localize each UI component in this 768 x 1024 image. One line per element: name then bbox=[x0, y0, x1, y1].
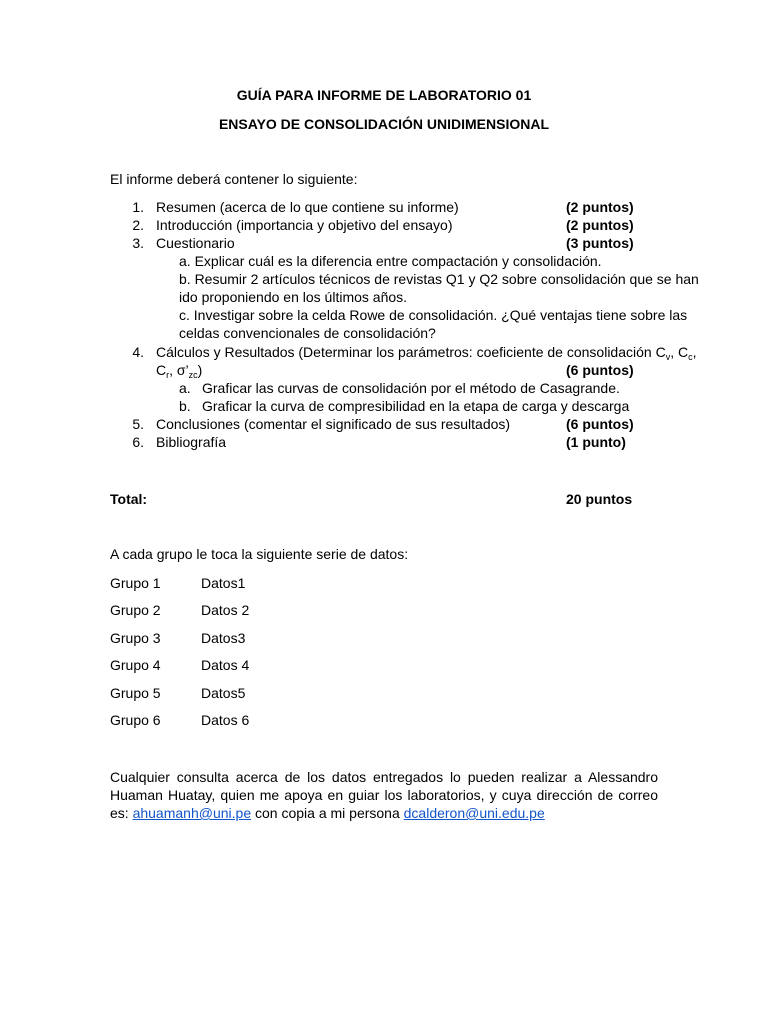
item-number: 2. bbox=[132, 217, 144, 233]
calculos-label: a. bbox=[179, 380, 191, 396]
item-points: (2 puntos) bbox=[566, 217, 634, 233]
item-text-line1: Cálculos y Resultados (Determinar los parámetros: coeficiente de consolidación $C_v$, $C_c$, bbox=[156, 344, 697, 362]
intro-text: El informe deberá contener lo siguiente: bbox=[110, 171, 358, 187]
document-title: GUÍA PARA INFORME DE LABORATORIO 01 bbox=[236, 87, 532, 103]
cuestionario-line: b. Resumir 2 artículos técnicos de revistas Q1 y Q2 sobre consolidación que se han bbox=[179, 271, 699, 287]
grupo-label: Grupo 5 bbox=[110, 685, 161, 701]
calculos-label: b. bbox=[179, 398, 191, 414]
total-value: 20 puntos bbox=[566, 491, 633, 507]
item-points: (6 puntos) bbox=[566, 362, 634, 378]
grupo-label: Grupo 4 bbox=[110, 657, 161, 673]
item-points: (1 punto) bbox=[566, 434, 626, 450]
grupos-intro: A cada grupo le toca la siguiente serie de datos: bbox=[110, 546, 409, 562]
datos-label: Datos 4 bbox=[201, 657, 250, 673]
item-text: Cuestionario bbox=[156, 235, 235, 251]
calculos-text: Graficar las curvas de consolidación por el método de Casagrande. bbox=[202, 380, 620, 396]
item-text-line2: $C_r$, $\sigma’_{zc}$) bbox=[156, 362, 203, 380]
email-link-dcalderon[interactable]: dcalderon@uni.edu.pe bbox=[403, 805, 545, 821]
item-text: Conclusiones (comentar el significado de sus resultados) bbox=[156, 416, 511, 432]
datos-label: Datos 2 bbox=[201, 602, 250, 618]
grupo-label: Grupo 3 bbox=[110, 630, 161, 646]
grupo-label: Grupo 2 bbox=[110, 602, 161, 618]
datos-label: Datos5 bbox=[201, 685, 246, 701]
cuestionario-line: ido proponiendo en los últimos años. bbox=[179, 289, 408, 305]
total-label: Total: bbox=[110, 491, 148, 507]
item-number: 6. bbox=[132, 434, 144, 450]
datos-label: Datos 6 bbox=[201, 712, 250, 728]
grupo-label: Grupo 1 bbox=[110, 575, 161, 591]
contact-paragraph: Cualquier consulta acerca de los datos entregados lo pueden realizar a Alessandro Huaman Huatay, quien me apoya en guiar los laboratorios, y cuya dirección de correo es: ahuamanh@uni.pe con copia a mi persona dcalderon@uni.edu.pe bbox=[110, 769, 658, 821]
calculos-text: Graficar la curva de compresibilidad en la etapa de carga y descarga bbox=[202, 398, 630, 414]
datos-label: Datos3 bbox=[201, 630, 246, 646]
item-number: 3. bbox=[132, 235, 144, 251]
item-number: 4. bbox=[132, 344, 144, 360]
item-number: 5. bbox=[132, 416, 144, 432]
grupo-label: Grupo 6 bbox=[110, 712, 161, 728]
item-points: (6 puntos) bbox=[566, 416, 634, 432]
item-text: Introducción (importancia y objetivo del ensayo) bbox=[156, 217, 453, 233]
cuestionario-line: celdas convencionales de consolidación? bbox=[179, 325, 436, 341]
email-link-ahuamanh[interactable]: ahuamanh@uni.pe bbox=[132, 805, 252, 821]
item-text: Bibliografía bbox=[156, 434, 227, 450]
item-number: 1. bbox=[132, 199, 144, 215]
item-points: (2 puntos) bbox=[566, 199, 634, 215]
cuestionario-line: c. Investigar sobre la celda Rowe de consolidación. ¿Qué ventajas tiene sobre las bbox=[179, 307, 688, 323]
item-points: (3 puntos) bbox=[566, 235, 634, 251]
document-subtitle: ENSAYO DE CONSOLIDACIÓN UNIDIMENSIONAL bbox=[218, 116, 550, 132]
datos-label: Datos1 bbox=[201, 575, 246, 591]
cuestionario-line: a. Explicar cuál es la diferencia entre compactación y consolidación. bbox=[179, 253, 602, 269]
item-text: Resumen (acerca de lo que contiene su informe) bbox=[156, 199, 459, 215]
